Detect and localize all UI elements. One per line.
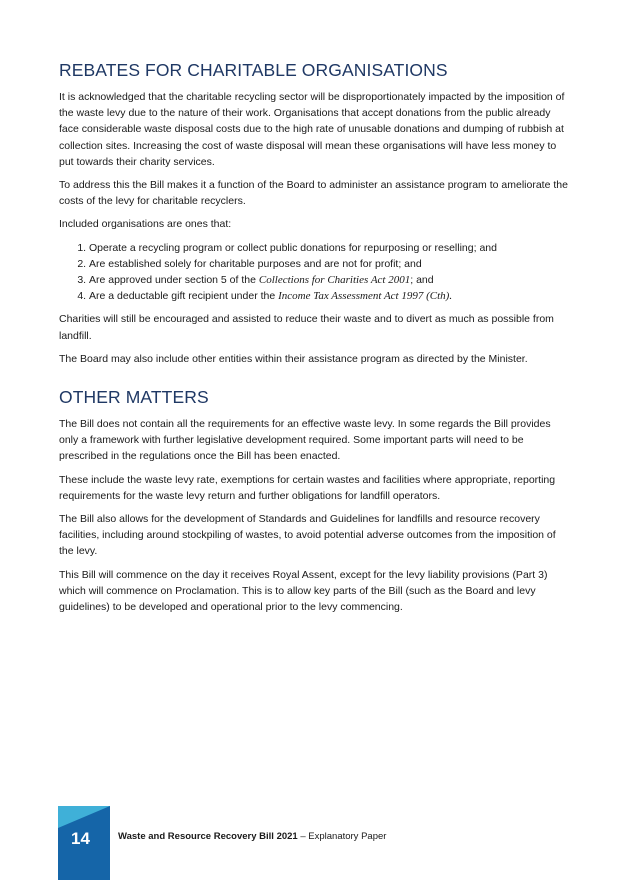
list-item: 1. Operate a recycling program or collect public donations for repurposing or reselling; and [89,240,569,256]
page-number: 14 [71,829,90,848]
section-heading: REBATES FOR CHARITABLE ORGANISATIONS [59,60,448,80]
paragraph: To address this the Bill makes it a function of the Board to administer an assistance program to ameliorate the costs of the levy for charitable recyclers. [59,179,568,208]
paragraph: The Bill also allows for the development of Standards and Guidelines for landfills and resource recovery facilities, including around stockpiling of wastes, to avoid potential adverse outcomes from the imposition of the levy. [59,513,556,558]
organisation-criteria-list [59,240,569,305]
list-item-text: Are a deductable gift recipient under the [89,290,279,303]
list-item [89,288,569,304]
list-item-text: Are approved under section 5 of the [89,274,259,287]
paragraph: This Bill will commence on the day it receives Royal Assent, except for the levy liability provisions (Part 3) which will commence on Proclamation. This is to allow key parts of the Bill (such as the Board and levy guidelines) to be developed and operational prior to the levy commencing. [59,568,548,614]
document-title: Waste and Resource Recovery Bill 2021 [118,831,298,842]
act-title: Collections for Charities Act 2001 [258,274,411,287]
paragraph: The Bill does not contain all the requirements for an effective waste levy. In some regards the Bill provides only a framework with further legislative development required. Some important parts will need to be prescribed in the regulations once the Bill has been enacted. [59,418,551,463]
paragraph: Charities will still be encouraged and assisted to reduce their waste and to divert as much as possible from landfill. [59,313,554,342]
paragraph: It is acknowledged that the charitable recycling sector will be disproportionately impacted by the imposition of the waste levy due to the nature of their work. Organisations that accept donations from the public already face considerable waste disposal costs due to the high rate of unusable donations and dumping of rubbish at collection sites. Increasing the cost of waste disposal will mean these organisations will have less money to put towards their charity services. [59,91,565,168]
act-title: Income Tax Assessment Act 1997 (Cth). [278,290,453,303]
list-item [89,272,569,288]
section-heading: OTHER MATTERS [59,387,209,408]
paragraph: Included organisations are ones that: [59,218,232,231]
section-other-matters [59,387,569,615]
paragraph: These include the waste levy rate, exemptions for certain wastes and facilities where appropriate, reporting requirements for the waste levy return and further obligations for landfill operators. [59,473,556,502]
footer-title [118,831,386,842]
paragraph: The Board may also include other entities within their assistance program as directed by the Minister. [59,352,528,365]
page-content [59,60,569,622]
page-footer [0,806,622,880]
section-rebates [59,60,569,367]
list-item: 2. Are established solely for charitable purposes and are not for profit; and [89,256,569,272]
list-item-text: ; and [410,274,434,287]
document-subtitle: – Explanatory Paper [297,831,387,842]
